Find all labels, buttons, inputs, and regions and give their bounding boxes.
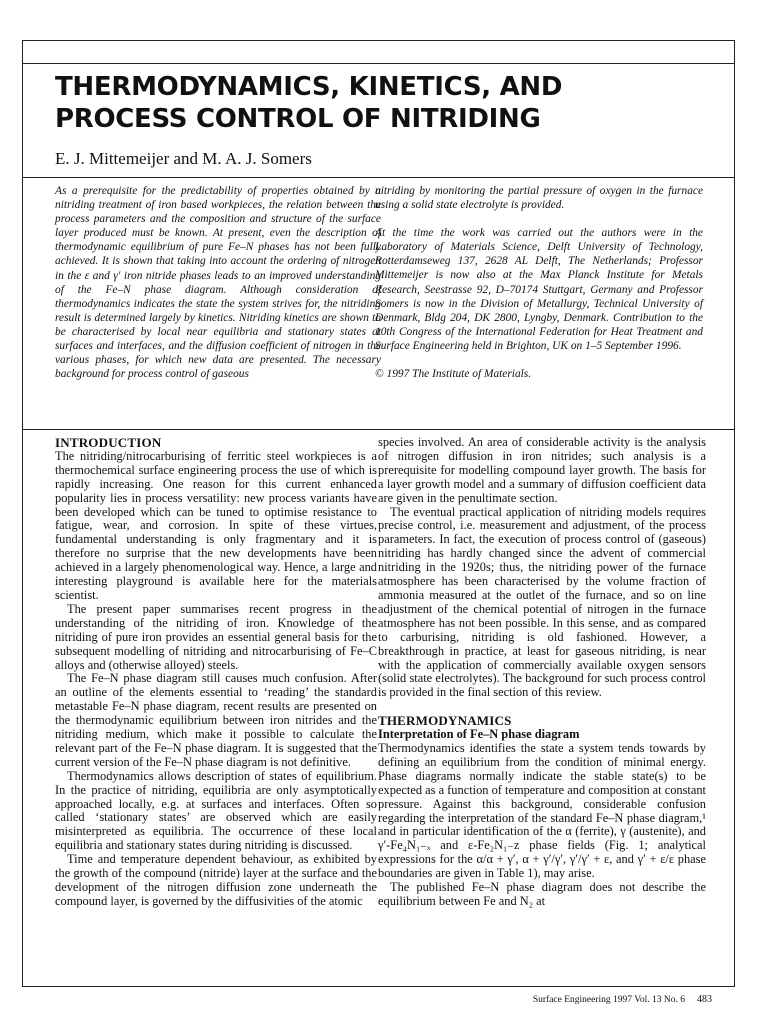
body-right-column [378, 436, 706, 909]
title-line-1: THERMODYNAMICS, KINETICS, AND [55, 72, 563, 102]
copyright-notice: © 1997 The Institute of Materials. [375, 368, 532, 381]
abstract-continuation: nitriding by monitoring the partial pressure of oxygen in the furnace using a solid state electrolyte is provided. [375, 185, 703, 212]
paragraph: The published Fe–N phase diagram does not describe the equilibrium between Fe and N₂ at [378, 880, 706, 908]
paragraph: Time and temperature dependent behaviour, as exhibited by the growth of the compound (nitride) layer at the surface and the development of the nitrogen diffusion zone underneath the compound layer, is governed by the diffusivities of the atomic [55, 852, 377, 908]
abstract-right-column [375, 184, 703, 395]
authors: E. J. Mittemeijer and M. A. J. Somers [55, 149, 312, 168]
paragraph: Thermodynamics allows description of states of equilibrium. In the practice of nitriding, equilibria are only asymptotically approached locally, e.g. at surfaces and interfaces. Often so called ‘stationary states’ are observed which are easily misinterpreted as equilibria. The occurrence of these local equilibria and stationary states during nitriding is discussed. [55, 768, 377, 853]
body-left-column [55, 436, 377, 909]
divider [23, 429, 734, 430]
section-heading-thermodynamics: THERMODYNAMICS [378, 713, 512, 729]
article-title [55, 71, 715, 135]
subsection-heading: Interpretation of Fe–N phase diagram [378, 727, 580, 742]
header-band [23, 41, 734, 64]
paragraph: Thermodynamics identifies the state a system tends towards by defining an equilibrium from the condition of minimal energy. Phase diagrams normally indicate the stable state(s) to be expected as a function of temperature and composition at constant pressure. Against this background, considerable confusion regarding the interpretation of the standard Fe–N phase diagram,¹ and in particular identification of the α (ferrite), γ (austenite), and γ′-Fe₄N₁₋ₓ and ε-Fe₂N₁₋z phase fields (Fig. 1; analytical expressions for the α/α + γ′, α + γ′/γ′, γ′/γ′ + ε, and γ′ + ε/ε phase boundaries are given in Table 1), may arise. [378, 741, 706, 881]
paragraph: The eventual practical application of nitriding models requires precise control, i.e. measurement and adjustment, of the process parameters. In fact, the execution of process control of (gaseous) nitriding has hardly changed since the advent of commercial nitriding in the 1920s; thus, the nitriding power of the furnace atmosphere has been characterised by the volume fraction of ammonia measured at the outlet of the furnace, and so on line adjustment of the chemical potential of nitrogen in the furnace atmosphere has not been possible. In this sense, and as compared to carburising, nitriding is old fashioned. However, a breakthrough in practice, at least for gaseous nitriding, is near with the application of commercially available oxygen sensors (solid state electrolytes). The background for such process control is provided in the final section of this review. [378, 504, 706, 700]
paragraph: species involved. An area of considerable activity is the analysis of nitrogen diffusion in iron nitrides; such analysis is a prerequisite for modelling compound layer growth. The basis for a layer growth model and a summary of diffusion coefficient data are given in the penultimate section. [378, 435, 706, 505]
paragraph: The nitriding/nitrocarburising of ferritic steel workpieces is a thermochemical surface engineering process the use of which is rapidly increasing. One reason for this current enhanced popularity lies in process versatility: new process variants have been developed which can be tuned to optimise resistance to fatigue, wear, and corrosion. In spite of these virtues, fundamental understanding is only fragmentary and it is therefore no surprise that the new developments have been achieved in a largely phenomenological way. Hence, a large and interesting playground is available here for the materials scientist. [55, 448, 377, 602]
abstract-left-column [55, 184, 381, 381]
page-frame [22, 40, 735, 987]
paragraph: The Fe–N phase diagram still causes much confusion. After an outline of the elements essential to ‘reading’ the standard metastable Fe–N phase diagram, recent results are presented on the thermodynamic equilibrium between iron nitrides and the nitriding medium, which make it possible to calculate the relevant part of the Fe–N phase diagram. It is suggested that the current version of the Fe–N phase diagram is not definitive. [55, 671, 377, 769]
paragraph: The present paper summarises recent progress in the understanding of the nitriding of iron. Knowledge of the nitriding of pure iron provides an essential general basis for the subsequent modelling of nitriding and nitrocarburising of Fe–C alloys and (otherwise alloyed) steels. [55, 601, 377, 672]
section-heading-introduction: INTRODUCTION [55, 435, 162, 450]
page-footer [533, 994, 712, 1005]
title-line-2: PROCESS CONTROL OF NITRIDING [55, 104, 541, 134]
abstract-text: As a prerequisite for the predictability of properties obtained by a nitriding treatment of iron based workpieces, the relation between the process parameters and the composition and structure of the surface layer produced must be known. At present, even the description of thermodynamic equilibrium of pure Fe–N phases has not been fully achieved. It is shown that taking into account the ordering of nitrogen in the ε and γ′ iron nitride phases leads to an improved understanding of the Fe–N phase diagram. Although consideration of thermodynamics indicates the state the system strives for, the nitriding result is determined largely by kinetics. Nitriding kinetics are shown to be characterised by local near equilibria and stationary states at surfaces and interfaces, and the diffusion coefficient of nitrogen in the various phases, for which new data are presented. The necessary background for process control of gaseous [55, 185, 381, 381]
journal-citation: Surface Engineering 1997 Vol. 13 No. 6 [532, 995, 685, 1005]
divider [23, 177, 734, 178]
author-affiliation: At the time the work was carried out the authors were in the Laboratory of Materials Science, Delft University of Technology, Rotterdamseweg 137, 2628 AL Delft, The Netherlands; Professor Mittemeijer is now also at the Max Planck Institute for Metals Research, Seestrasse 92, D–70174 Stuttgart, Germany and Professor Somers is now in the Division of Metallurgy, Technical University of Denmark, Bldg 204, DK 2800, Lyngby, Denmark. Contribution to the 10th Congress of the International Federation for Heat Treatment and Surface Engineering held in Brighton, UK on 1–5 September 1996. [375, 227, 703, 352]
page-number: 483 [697, 994, 712, 1005]
